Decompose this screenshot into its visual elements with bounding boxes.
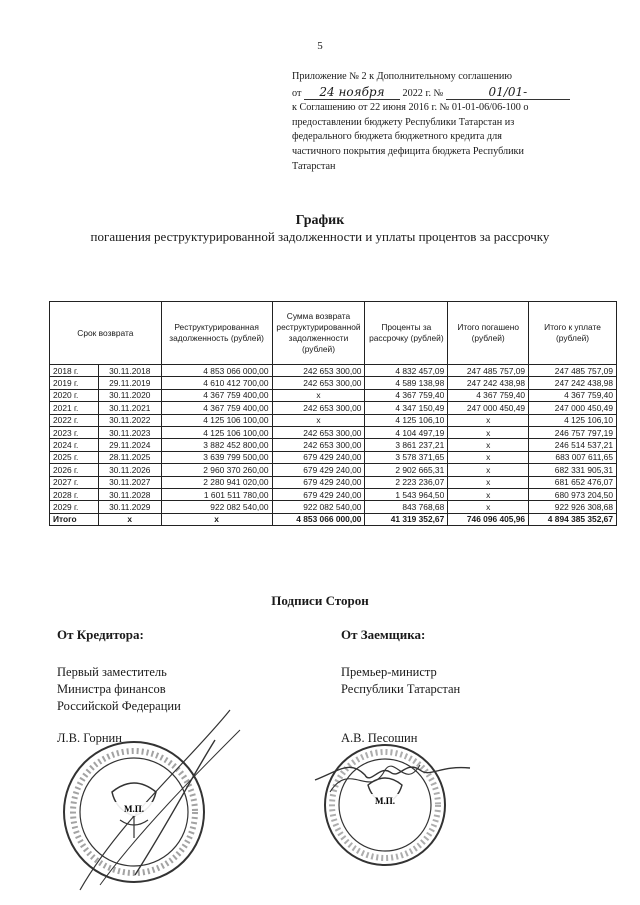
header-interest: Проценты за рассрочку (рублей) <box>365 302 448 365</box>
creditor-post-line-2: Министра финансов <box>57 682 166 696</box>
appendix-line-4: предоставлении бюджету Республики Татарстан из <box>292 116 515 128</box>
cell-year: 2026 г. <box>50 464 99 476</box>
creditor-seal-image <box>40 700 260 900</box>
appendix-number-handwritten: 01/01- <box>446 85 570 101</box>
cell-repayment: 922 082 540,00 <box>272 501 365 513</box>
creditor-name: Л.В. Горнин <box>57 731 122 745</box>
cell-to-pay: 681 652 476,07 <box>529 476 617 488</box>
appendix-line-3: к Соглашению от 22 июня 2016 г. № 01-01-06/06-100 о <box>292 102 529 114</box>
cell-restructured: 922 082 540,00 <box>161 501 272 513</box>
borrower-party: От Заемщика: <box>341 627 426 642</box>
cell-restructured: x <box>161 513 272 525</box>
cell-repayment: 679 429 240,00 <box>272 488 365 500</box>
cell-interest: 843 768,68 <box>365 501 448 513</box>
cell-restructured: 1 601 511 780,00 <box>161 488 272 500</box>
cell-year: 2027 г. <box>50 476 99 488</box>
cell-repaid: x <box>448 451 529 463</box>
cell-restructured: 3 639 799 500,00 <box>161 451 272 463</box>
cell-restructured: 4 610 412 700,00 <box>161 377 272 389</box>
table-body <box>50 365 617 526</box>
cell-date: 30.11.2020 <box>98 389 161 401</box>
cell-repayment: 242 653 300,00 <box>272 365 365 377</box>
cell-repayment: 679 429 240,00 <box>272 476 365 488</box>
table-row <box>50 501 617 513</box>
cell-repayment: 242 653 300,00 <box>272 377 365 389</box>
table-row <box>50 402 617 414</box>
cell-date: 29.11.2024 <box>98 439 161 451</box>
cell-interest: 2 902 665,31 <box>365 464 448 476</box>
cell-interest: 4 347 150,49 <box>365 402 448 414</box>
table-row <box>50 439 617 451</box>
cell-date: 28.11.2025 <box>98 451 161 463</box>
cell-year: 2024 г. <box>50 439 99 451</box>
appendix-line-7: Татарстан <box>292 160 336 172</box>
cell-year: 2023 г. <box>50 426 99 438</box>
cell-date: 30.11.2022 <box>98 414 161 426</box>
cell-restructured: 3 882 452 800,00 <box>161 439 272 451</box>
appendix-line-6: частичного покрытия дефицита бюджета Республики <box>292 145 524 157</box>
borrower-mp: М.П. <box>375 796 395 806</box>
creditor-mp: М.П. <box>124 804 144 814</box>
cell-restructured: 4 853 066 000,00 <box>161 365 272 377</box>
cell-interest: 4 589 138,98 <box>365 377 448 389</box>
cell-repayment: 242 653 300,00 <box>272 426 365 438</box>
cell-to-pay: 683 007 611,65 <box>529 451 617 463</box>
cell-year: 2025 г. <box>50 451 99 463</box>
cell-date: 29.11.2019 <box>98 377 161 389</box>
cell-date: 30.11.2029 <box>98 501 161 513</box>
cell-repaid: x <box>448 488 529 500</box>
creditor-post-line-1: Первый заместитель <box>57 665 167 679</box>
cell-interest: 4 125 106,10 <box>365 414 448 426</box>
table-row <box>50 377 617 389</box>
cell-restructured: 2 960 370 260,00 <box>161 464 272 476</box>
cell-date: 30.11.2018 <box>98 365 161 377</box>
cell-year: 2018 г. <box>50 365 99 377</box>
cell-repaid: x <box>448 501 529 513</box>
cell-interest: 2 223 236,07 <box>365 476 448 488</box>
cell-to-pay: 4 367 759,40 <box>529 389 617 401</box>
cell-year: Итого <box>50 513 99 525</box>
creditor-party: От Кредитора: <box>57 627 144 642</box>
cell-repaid: 247 242 438,98 <box>448 377 529 389</box>
header-term: Срок возврата <box>50 302 162 365</box>
cell-date: 30.11.2028 <box>98 488 161 500</box>
cell-repayment: 242 653 300,00 <box>272 439 365 451</box>
cell-to-pay: 247 485 757,09 <box>529 365 617 377</box>
cell-restructured: 4 367 759 400,00 <box>161 389 272 401</box>
cell-repaid: x <box>448 439 529 451</box>
appendix-block <box>292 70 612 174</box>
page-number: 5 <box>317 40 323 52</box>
table-row <box>50 451 617 463</box>
cell-repaid: 4 367 759,40 <box>448 389 529 401</box>
table-row <box>50 426 617 438</box>
cell-year: 2020 г. <box>50 389 99 401</box>
cell-to-pay: 247 242 438,98 <box>529 377 617 389</box>
cell-date: 30.11.2023 <box>98 426 161 438</box>
cell-to-pay: 246 514 537,21 <box>529 439 617 451</box>
cell-to-pay: 4 125 106,10 <box>529 414 617 426</box>
cell-repayment: 242 653 300,00 <box>272 402 365 414</box>
cell-date: 30.11.2026 <box>98 464 161 476</box>
header-repayment: Сумма возврата реструктурированной задолженности (рублей) <box>272 302 365 365</box>
signatures-title: Подписи Сторон <box>271 593 369 608</box>
borrower-seal-image <box>310 730 480 890</box>
cell-repaid: x <box>448 426 529 438</box>
document-subtitle: погашения реструктурированной задолженности и уплаты процентов за рассрочку <box>90 229 550 244</box>
cell-restructured: 4 125 106 100,00 <box>161 414 272 426</box>
cell-repaid: 746 096 405,96 <box>448 513 529 525</box>
cell-date: x <box>98 513 161 525</box>
cell-to-pay: 682 331 905,31 <box>529 464 617 476</box>
appendix-date-handwritten: 24 ноября <box>304 85 400 101</box>
cell-to-pay: 4 894 385 352,67 <box>529 513 617 525</box>
cell-year: 2028 г. <box>50 488 99 500</box>
cell-restructured: 4 125 106 100,00 <box>161 426 272 438</box>
cell-interest: 4 367 759,40 <box>365 389 448 401</box>
cell-interest: 3 578 371,65 <box>365 451 448 463</box>
borrower-post-line-1: Премьер-министр <box>341 665 437 679</box>
cell-to-pay: 922 926 308,68 <box>529 501 617 513</box>
table-row <box>50 365 617 377</box>
cell-interest: 41 319 352,67 <box>365 513 448 525</box>
appendix-line-1: Приложение № 2 к Дополнительному соглашению <box>292 71 512 82</box>
cell-repayment: x <box>272 414 365 426</box>
cell-year: 2021 г. <box>50 402 99 414</box>
cell-to-pay: 680 973 204,50 <box>529 488 617 500</box>
cell-interest: 4 832 457,09 <box>365 365 448 377</box>
cell-repaid: x <box>448 414 529 426</box>
cell-repayment: x <box>272 389 365 401</box>
cell-interest: 4 104 497,19 <box>365 426 448 438</box>
borrower-post <box>341 664 460 698</box>
appendix-date-prefix: от <box>292 87 302 99</box>
cell-repaid: x <box>448 464 529 476</box>
table-row <box>50 414 617 426</box>
document-title: График <box>295 213 345 228</box>
table-total-row <box>50 513 617 525</box>
borrower-post-line-2: Республики Татарстан <box>341 682 461 696</box>
cell-repaid: x <box>448 476 529 488</box>
cell-repayment: 4 853 066 000,00 <box>272 513 365 525</box>
table-row <box>50 476 617 488</box>
cell-repaid: 247 000 450,49 <box>448 402 529 414</box>
cell-restructured: 4 367 759 400,00 <box>161 402 272 414</box>
table-row <box>50 389 617 401</box>
cell-restructured: 2 280 941 020,00 <box>161 476 272 488</box>
header-restructured: Реструктурированная задолженность (рублей) <box>161 302 272 365</box>
cell-interest: 1 543 964,50 <box>365 488 448 500</box>
appendix-date-line <box>292 85 612 102</box>
cell-date: 30.11.2021 <box>98 402 161 414</box>
appendix-line-5: федерального бюджета бюджетного кредита для <box>292 131 502 143</box>
cell-date: 30.11.2027 <box>98 476 161 488</box>
cell-year: 2019 г. <box>50 377 99 389</box>
header-repaid: Итого погашено (рублей) <box>448 302 529 365</box>
cell-repayment: 679 429 240,00 <box>272 464 365 476</box>
appendix-year: 2022 г. № <box>402 87 444 99</box>
repayment-schedule-table <box>49 301 617 526</box>
table-row <box>50 464 617 476</box>
header-to-pay: Итого к уплате (рублей) <box>529 302 617 365</box>
table-row <box>50 488 617 500</box>
table-header-row <box>50 302 617 365</box>
cell-to-pay: 247 000 450,49 <box>529 402 617 414</box>
creditor-post-line-3: Российской Федерации <box>57 699 181 713</box>
borrower-name: А.В. Песошин <box>341 731 418 745</box>
cell-year: 2022 г. <box>50 414 99 426</box>
cell-year: 2029 г. <box>50 501 99 513</box>
cell-to-pay: 246 757 797,19 <box>529 426 617 438</box>
cell-repaid: 247 485 757,09 <box>448 365 529 377</box>
cell-repayment: 679 429 240,00 <box>272 451 365 463</box>
cell-interest: 3 861 237,21 <box>365 439 448 451</box>
